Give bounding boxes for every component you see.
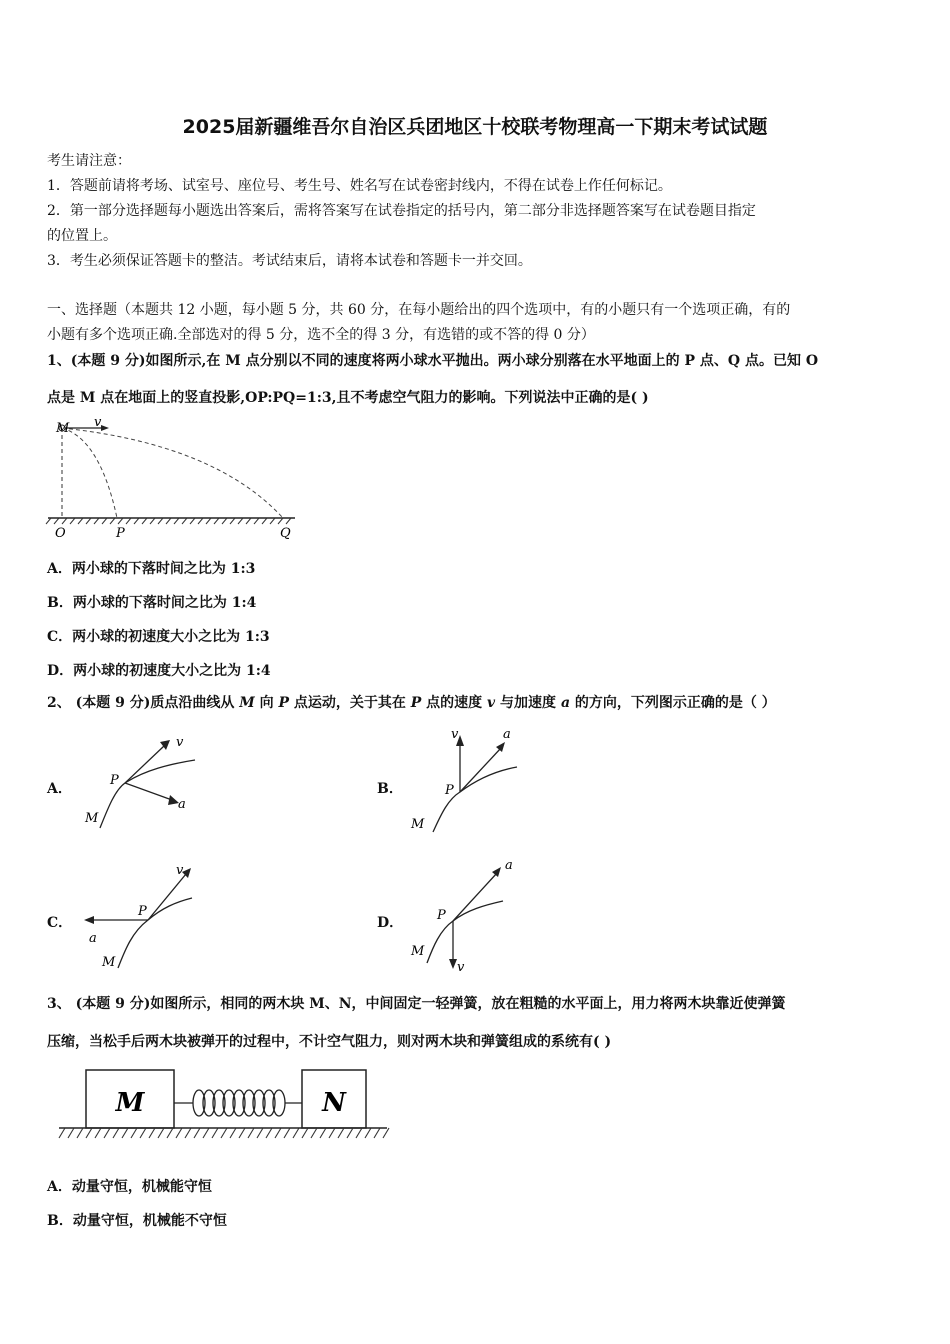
q2-stem-part: 与加速度 [495, 695, 561, 711]
q2-stem-part: 点运动，关于其在 [289, 695, 411, 711]
q2a-label-m: M [85, 811, 99, 826]
q2b-label-v: v [451, 727, 459, 742]
q2-stem-a: a [560, 695, 571, 711]
q3-block-n: N [322, 1088, 346, 1118]
q1-option-b[interactable]: B．两小球的下落时间之比为 1:4 [47, 595, 257, 611]
q1-stem: 点是 M 点在地面上的竖直投影,OP:PQ=1:3,且不考虑空气阻力的影响。下列说法中正确的是( ) [47, 390, 649, 406]
q2c-label-v: v [176, 863, 184, 878]
q2-figure-a[interactable] [80, 728, 210, 838]
q2b-label-p: P [445, 783, 454, 798]
q1-projectile-figure [45, 414, 305, 544]
q1-option-d[interactable]: D．两小球的初速度大小之比为 1:4 [47, 663, 271, 679]
notice-item: 3．考生必须保证答题卡的整洁。考试结束后，请将本试卷和答题卡一并交回。 [47, 253, 532, 269]
q3-stem: 压缩，当松手后两木块被弹开的过程中，不计空气阻力，则对两木块和弹簧组成的系统有( ) [47, 1034, 612, 1050]
q2b-label-m: M [411, 817, 425, 832]
q1-label-m: M [56, 421, 70, 436]
notice-item: 1．答题前请将考场、试室号、座位号、考生号、姓名写在试卷密封线内，不得在试卷上作任何标记。 [47, 178, 672, 194]
q2c-label-p: P [138, 904, 147, 919]
q1-option-a[interactable]: A．两小球的下落时间之比为 1:3 [47, 561, 256, 577]
q2-stem-part: 2、 (本题 9 分)质点沿曲线从 [47, 695, 240, 711]
q2-stem-part: 向 [254, 695, 279, 711]
notice-item: 的位置上。 [47, 228, 117, 244]
q2a-label-a: a [178, 797, 186, 812]
q1-stem: 1、(本题 9 分)如图所示,在 M 点分别以不同的速度将两小球水平抛出。两小球分别落在水平地面上的 P 点、Q 点。已知 O [47, 353, 819, 369]
q3-block-m: M [115, 1088, 145, 1118]
q2-stem-p2: P [410, 695, 422, 711]
q2-option-d-label[interactable]: D． [377, 915, 404, 931]
q2-stem-part: 的方向，下列图示正确的是（ ） [570, 695, 776, 711]
q2d-label-p: P [437, 908, 446, 923]
q2-stem-p: P [278, 695, 290, 711]
q2d-label-a: a [505, 858, 513, 873]
q2d-label-v: v [457, 960, 465, 975]
q2d-label-m: M [411, 944, 425, 959]
q3-spring-figure [55, 1066, 395, 1148]
q2a-label-p: P [110, 773, 119, 788]
q3-option-a[interactable]: A．动量守恒，机械能守恒 [47, 1179, 212, 1195]
notice-heading: 考生请注意： [47, 153, 131, 169]
q1-label-v: v [94, 415, 102, 430]
page-title: 2025届新疆维吾尔自治区兵团地区十校联考物理高一下期末考试试题 [182, 116, 768, 138]
q2-option-b-label[interactable]: B． [377, 781, 403, 797]
q1-label-o: O [55, 526, 66, 541]
q2-option-c-label[interactable]: C． [47, 915, 73, 931]
q2c-label-a: a [89, 931, 97, 946]
q1-label-q: Q [280, 526, 291, 541]
q2a-label-v: v [176, 735, 184, 750]
q2c-label-m: M [102, 955, 116, 970]
q1-option-c[interactable]: C．两小球的初速度大小之比为 1:3 [47, 629, 270, 645]
q1-label-p: P [116, 526, 125, 541]
q2b-label-a: a [503, 727, 511, 742]
q2-stem-part: 点的速度 [421, 695, 488, 711]
section-header: 小题有多个选项正确.全部选对的得 5 分，选不全的得 3 分，有选错的或不答的得 0 分） [47, 327, 595, 343]
q2-option-a-label[interactable]: A． [47, 781, 72, 797]
q2-figure-c[interactable] [80, 860, 210, 972]
notice-item: 2．第一部分选择题每小题选出答案后，需将答案写在试卷指定的括号内，第二部分非选择题答案写在试卷题目指定 [47, 203, 756, 219]
q2-stem-v: v [487, 695, 496, 711]
q3-option-b[interactable]: B．动量守恒，机械能不守恒 [47, 1213, 227, 1229]
q2-stem-m: M [239, 695, 255, 711]
q3-stem: 3、 (本题 9 分)如图所示，相同的两木块 M、N，中间固定一轻弹簧，放在粗糙的水平面上，用力将两木块靠近使弹簧 [47, 996, 786, 1012]
q2-figure-b[interactable] [405, 722, 535, 842]
q2-stem [47, 694, 776, 712]
section-header: 一、选择题（本题共 12 小题，每小题 5 分，共 60 分，在每小题给出的四个选项中，有的小题只有一个选项正确，有的 [47, 302, 791, 318]
q2-figure-d[interactable] [405, 855, 535, 975]
